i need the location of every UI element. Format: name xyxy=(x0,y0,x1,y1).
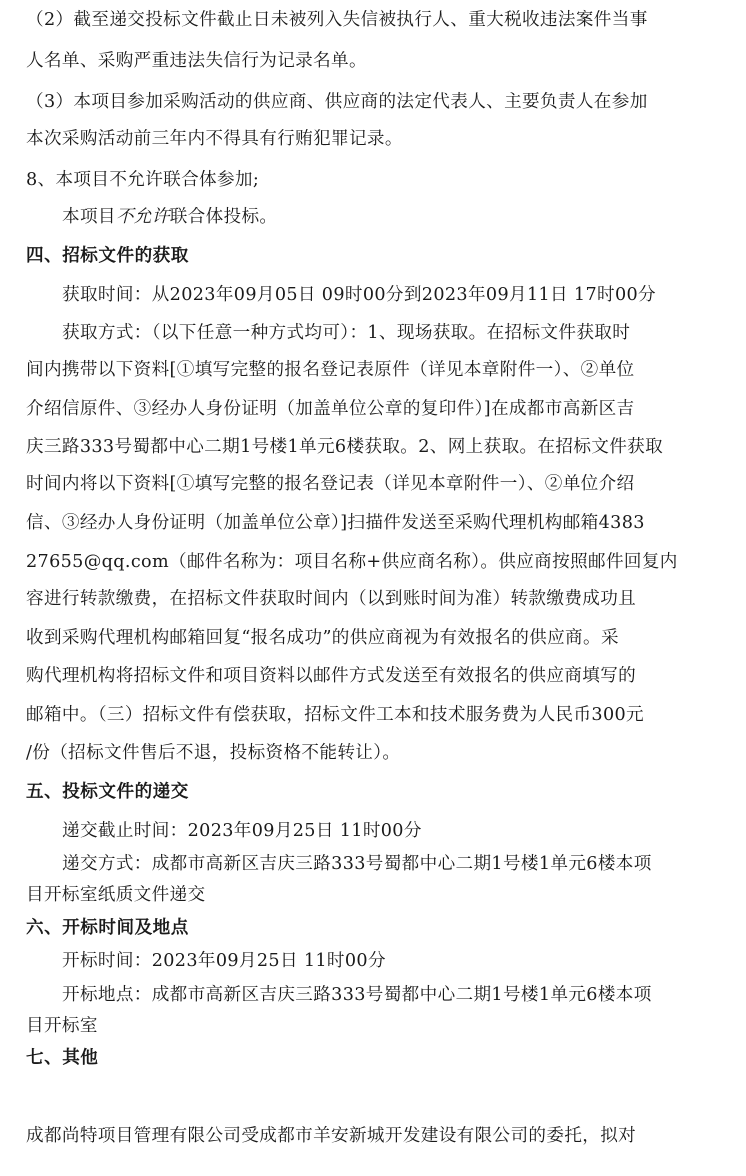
submission-deadline: 递交截止时间：2023年09月25日 11时00分 xyxy=(62,821,422,841)
consortium-statement-prefix: 本项目 xyxy=(62,207,116,227)
consortium-statement xyxy=(62,206,277,228)
consortium-statement-emphasis: 不允许 xyxy=(115,207,170,227)
acquisition-method-line-4: 庆三路333号蜀都中心二期1号楼1单元6楼获取。2、网上获取。在招标文件获取 xyxy=(26,437,664,457)
opening-place-line-2: 目开标室 xyxy=(26,1016,98,1036)
consortium-statement-suffix: 联合体投标。 xyxy=(169,207,278,227)
section-6-heading: 六、开标时间及地点 xyxy=(26,918,189,938)
qualification-item-2-line-2: 人名单、采购严重违法失信行为记录名单。 xyxy=(26,51,367,71)
submission-method-line-1: 递交方式：成都市高新区吉庆三路333号蜀都中心二期1号楼1单元6楼本项 xyxy=(62,854,652,874)
acquisition-method-line-12: /份（招标文件售后不退，投标资格不能转让）。 xyxy=(26,743,401,763)
acquisition-method-line-10: 购代理机构将招标文件和项目资料以邮件方式发送至有效报名的供应商填写的 xyxy=(26,666,637,686)
acquisition-method-line-1: 获取方式：（以下任意一种方式均可）：1、现场获取。在招标文件获取时 xyxy=(62,323,631,343)
section-5-heading: 五、投标文件的递交 xyxy=(26,782,189,802)
submission-method-line-2: 目开标室纸质文件递交 xyxy=(26,885,206,905)
acquisition-method-line-3: 介绍信原件、③经办人身份证明（加盖单位公章的复印件）]在成都市高新区吉 xyxy=(26,399,635,419)
acquisition-time: 获取时间：从2023年09月05日 09时00分到2023年09月11日 17时00分 xyxy=(62,285,656,305)
acquisition-method-line-11: 邮箱中。（三）招标文件有偿获取，招标文件工本和技术服务费为人民币300元 xyxy=(26,705,644,725)
opening-time: 开标时间：2023年09月25日 11时00分 xyxy=(62,951,386,971)
acquisition-method-line-7: 27655@qq.com（邮件名称为：项目名称+供应商名称）。供应商按照邮件回复内 xyxy=(26,552,678,572)
opening-place-line-1: 开标地点：成都市高新区吉庆三路333号蜀都中心二期1号楼1单元6楼本项 xyxy=(62,985,652,1005)
section-4-heading: 四、招标文件的获取 xyxy=(26,246,189,266)
acquisition-method-line-9: 收到采购代理机构邮箱回复“报名成功”的供应商视为有效报名的供应商。采 xyxy=(26,628,619,648)
section-7-heading: 七、其他 xyxy=(26,1048,99,1068)
acquisition-method-line-8: 容进行转款缴费，在招标文件获取时间内（以到账时间为准）转款缴费成功且 xyxy=(26,589,637,609)
acquisition-method-line-2: 间内携带以下资料[①填写完整的报名登记表原件（详见本章附件一）、②单位 xyxy=(26,360,635,380)
qualification-item-8: 8、本项目不允许联合体参加; xyxy=(26,170,260,190)
qualification-item-3-line-1: （3）本项目参加采购活动的供应商、供应商的法定代表人、主要负责人在参加 xyxy=(26,92,648,112)
other-text-line-1: 成都尚特项目管理有限公司受成都市羊安新城开发建设有限公司的委托，拟对 xyxy=(26,1126,637,1146)
acquisition-method-line-5: 时间内将以下资料[①填写完整的报名登记表（详见本章附件一）、②单位介绍 xyxy=(26,474,635,494)
qualification-item-3-line-2: 本次采购活动前三年内不得具有行贿犯罪记录。 xyxy=(26,129,403,149)
qualification-item-2-line-1: （2）截至递交投标文件截止日未被列入失信被执行人、重大税收违法案件当事 xyxy=(26,10,648,30)
acquisition-method-line-6: 信、③经办人身份证明（加盖单位公章）]扫描件发送至采购代理机构邮箱4383 xyxy=(26,513,645,533)
